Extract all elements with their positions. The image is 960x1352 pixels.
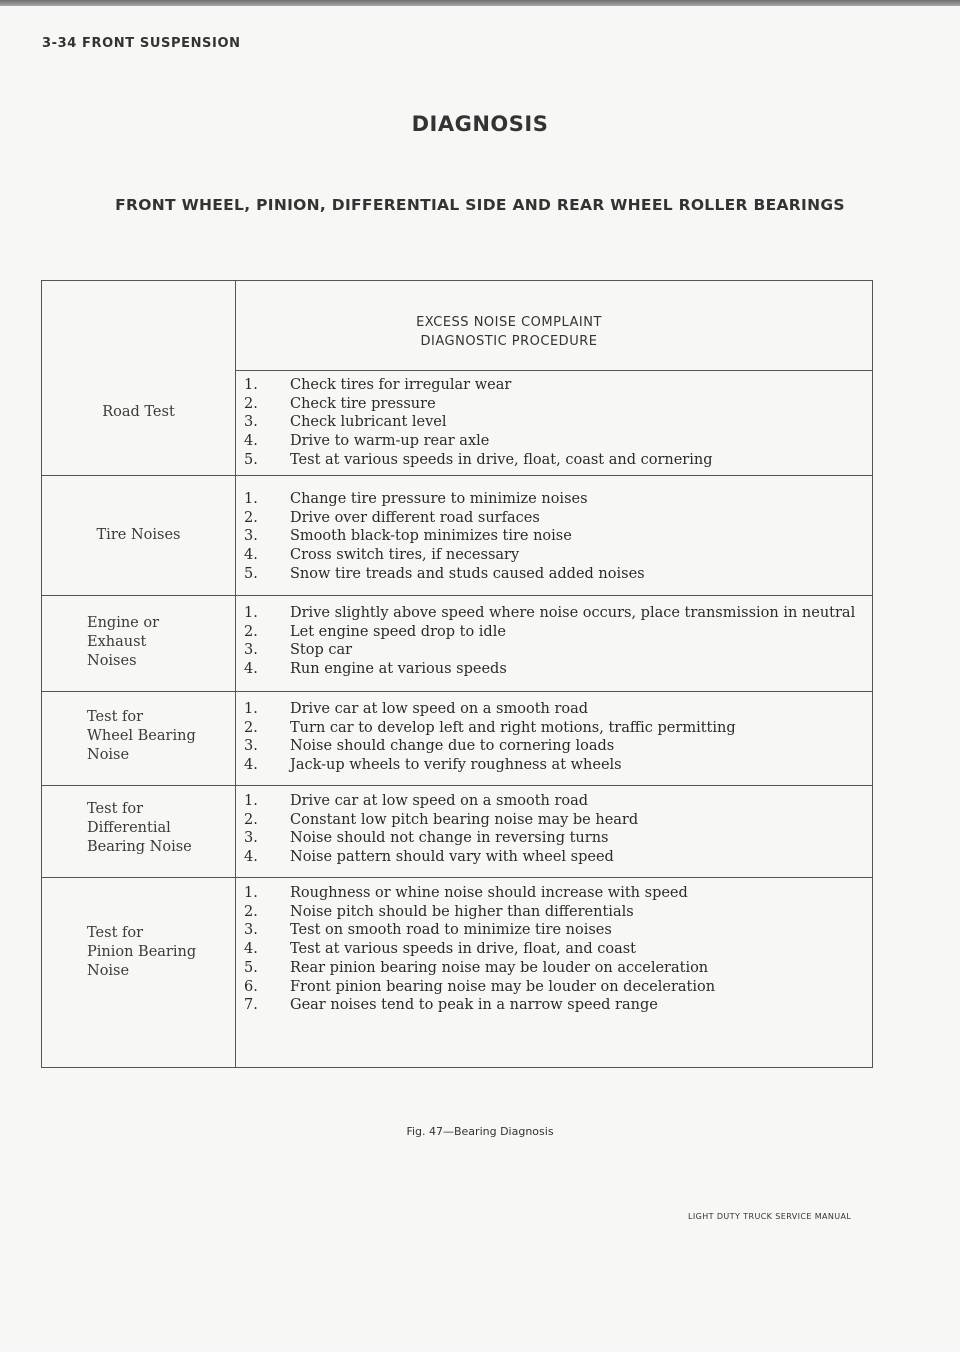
row-label xyxy=(87,708,227,765)
row-label xyxy=(87,924,227,981)
steps-list xyxy=(244,884,715,1015)
row-label xyxy=(87,614,227,671)
step-item: 5. Test at various speeds in drive, float, coast and cornering xyxy=(244,451,713,468)
steps-list xyxy=(244,376,712,470)
steps-list xyxy=(244,604,855,679)
top-rule xyxy=(0,0,960,6)
step-item: 3. Test on smooth road to minimize tire noises xyxy=(244,922,612,939)
table-row-wheel-bearing xyxy=(42,692,872,786)
step-item: 4. Drive to warm-up rear axle xyxy=(244,433,490,450)
step-item: 1. Drive car at low speed on a smooth road xyxy=(244,793,589,809)
step-item: 4. Cross switch tires, if necessary xyxy=(244,547,520,564)
step-item: 5. Rear pinion bearing noise may be louder on acceleration xyxy=(244,959,709,976)
row-label-line: Tire Noises xyxy=(96,527,181,543)
row-label-line: Test for xyxy=(87,925,144,941)
page-footer: LIGHT DUTY TRUCK SERVICE MANUAL xyxy=(688,1212,852,1221)
page-title: DIAGNOSIS xyxy=(411,112,549,136)
table-row-engine-exhaust xyxy=(42,596,872,692)
step-item: 4. Jack-up wheels to verify roughness at wheels xyxy=(244,757,622,774)
table-header-line-2: DIAGNOSTIC PROCEDURE xyxy=(420,334,598,349)
step-item: 1. Drive slightly above speed where noise occurs, place transmission in neutral xyxy=(244,605,856,621)
row-label-line: Bearing Noise xyxy=(87,839,192,855)
row-label-line: Exhaust xyxy=(87,634,147,650)
step-item: 3. Noise should change due to cornering loads xyxy=(244,738,615,755)
step-item: 7. Gear noises tend to peak in a narrow speed range xyxy=(244,997,658,1014)
table-row-tire-noises xyxy=(42,476,872,596)
row-label-line: Pinion Bearing xyxy=(87,944,197,960)
table-header-cell xyxy=(236,281,872,371)
figure-caption: Fig. 47—Bearing Diagnosis xyxy=(406,1125,554,1138)
step-item: 5. Snow tire treads and studs caused added noises xyxy=(244,565,645,582)
steps-list xyxy=(244,490,645,584)
step-item: 3. Check lubricant level xyxy=(244,414,447,431)
step-item: 3. Stop car xyxy=(244,642,353,659)
step-item: 1. Check tires for irregular wear xyxy=(244,377,512,393)
step-item: 1. Change tire pressure to minimize noises xyxy=(244,491,588,507)
steps-list xyxy=(244,700,736,775)
step-item: 3. Smooth black-top minimizes tire noise xyxy=(244,528,572,545)
step-item: 2. Constant low pitch bearing noise may be heard xyxy=(244,811,639,828)
step-item: 4. Test at various speeds in drive, float, and coast xyxy=(244,941,636,958)
row-label-line: Test for xyxy=(87,709,144,725)
row-label-line: Noise xyxy=(87,963,130,979)
row-label-line: Wheel Bearing xyxy=(87,728,196,744)
diagnosis-table xyxy=(41,280,873,1068)
row-label-line: Engine or xyxy=(87,615,160,631)
step-item: 2. Let engine speed drop to idle xyxy=(244,623,506,640)
table-row-road-test xyxy=(42,371,872,476)
step-item: 1. Drive car at low speed on a smooth road xyxy=(244,701,589,717)
row-label-line: Differential xyxy=(87,820,171,836)
table-row-differential-bearing xyxy=(42,786,872,878)
step-item: 2. Check tire pressure xyxy=(244,395,436,412)
row-label-line: Noise xyxy=(87,747,130,763)
row-label-line: Noises xyxy=(87,653,137,669)
step-item: 3. Noise should not change in reversing turns xyxy=(244,830,609,847)
table-header xyxy=(236,313,782,351)
row-label xyxy=(42,526,235,545)
table-row-pinion-bearing xyxy=(42,878,872,1067)
page-subtitle: FRONT WHEEL, PINION, DIFFERENTIAL SIDE AND REAR WHEEL ROLLER BEARINGS xyxy=(115,196,845,214)
table-header-line-1: EXCESS NOISE COMPLAINT xyxy=(416,315,602,330)
step-item: 4. Noise pattern should vary with wheel speed xyxy=(244,849,614,866)
step-item: 2. Drive over different road surfaces xyxy=(244,509,540,526)
step-item: 4. Run engine at various speeds xyxy=(244,661,507,678)
row-label-line: Test for xyxy=(87,801,144,817)
step-item: 1. Roughness or whine noise should increase with speed xyxy=(244,885,688,901)
page-header: 3-34 FRONT SUSPENSION xyxy=(42,36,241,51)
row-label xyxy=(87,800,227,857)
steps-list xyxy=(244,792,638,867)
row-label-line: Road Test xyxy=(102,404,175,420)
row-label xyxy=(42,403,235,422)
step-item: 6. Front pinion bearing noise may be louder on deceleration xyxy=(244,978,716,995)
step-item: 2. Turn car to develop left and right motions, traffic permitting xyxy=(244,719,736,736)
step-item: 2. Noise pitch should be higher than differentials xyxy=(244,903,634,920)
